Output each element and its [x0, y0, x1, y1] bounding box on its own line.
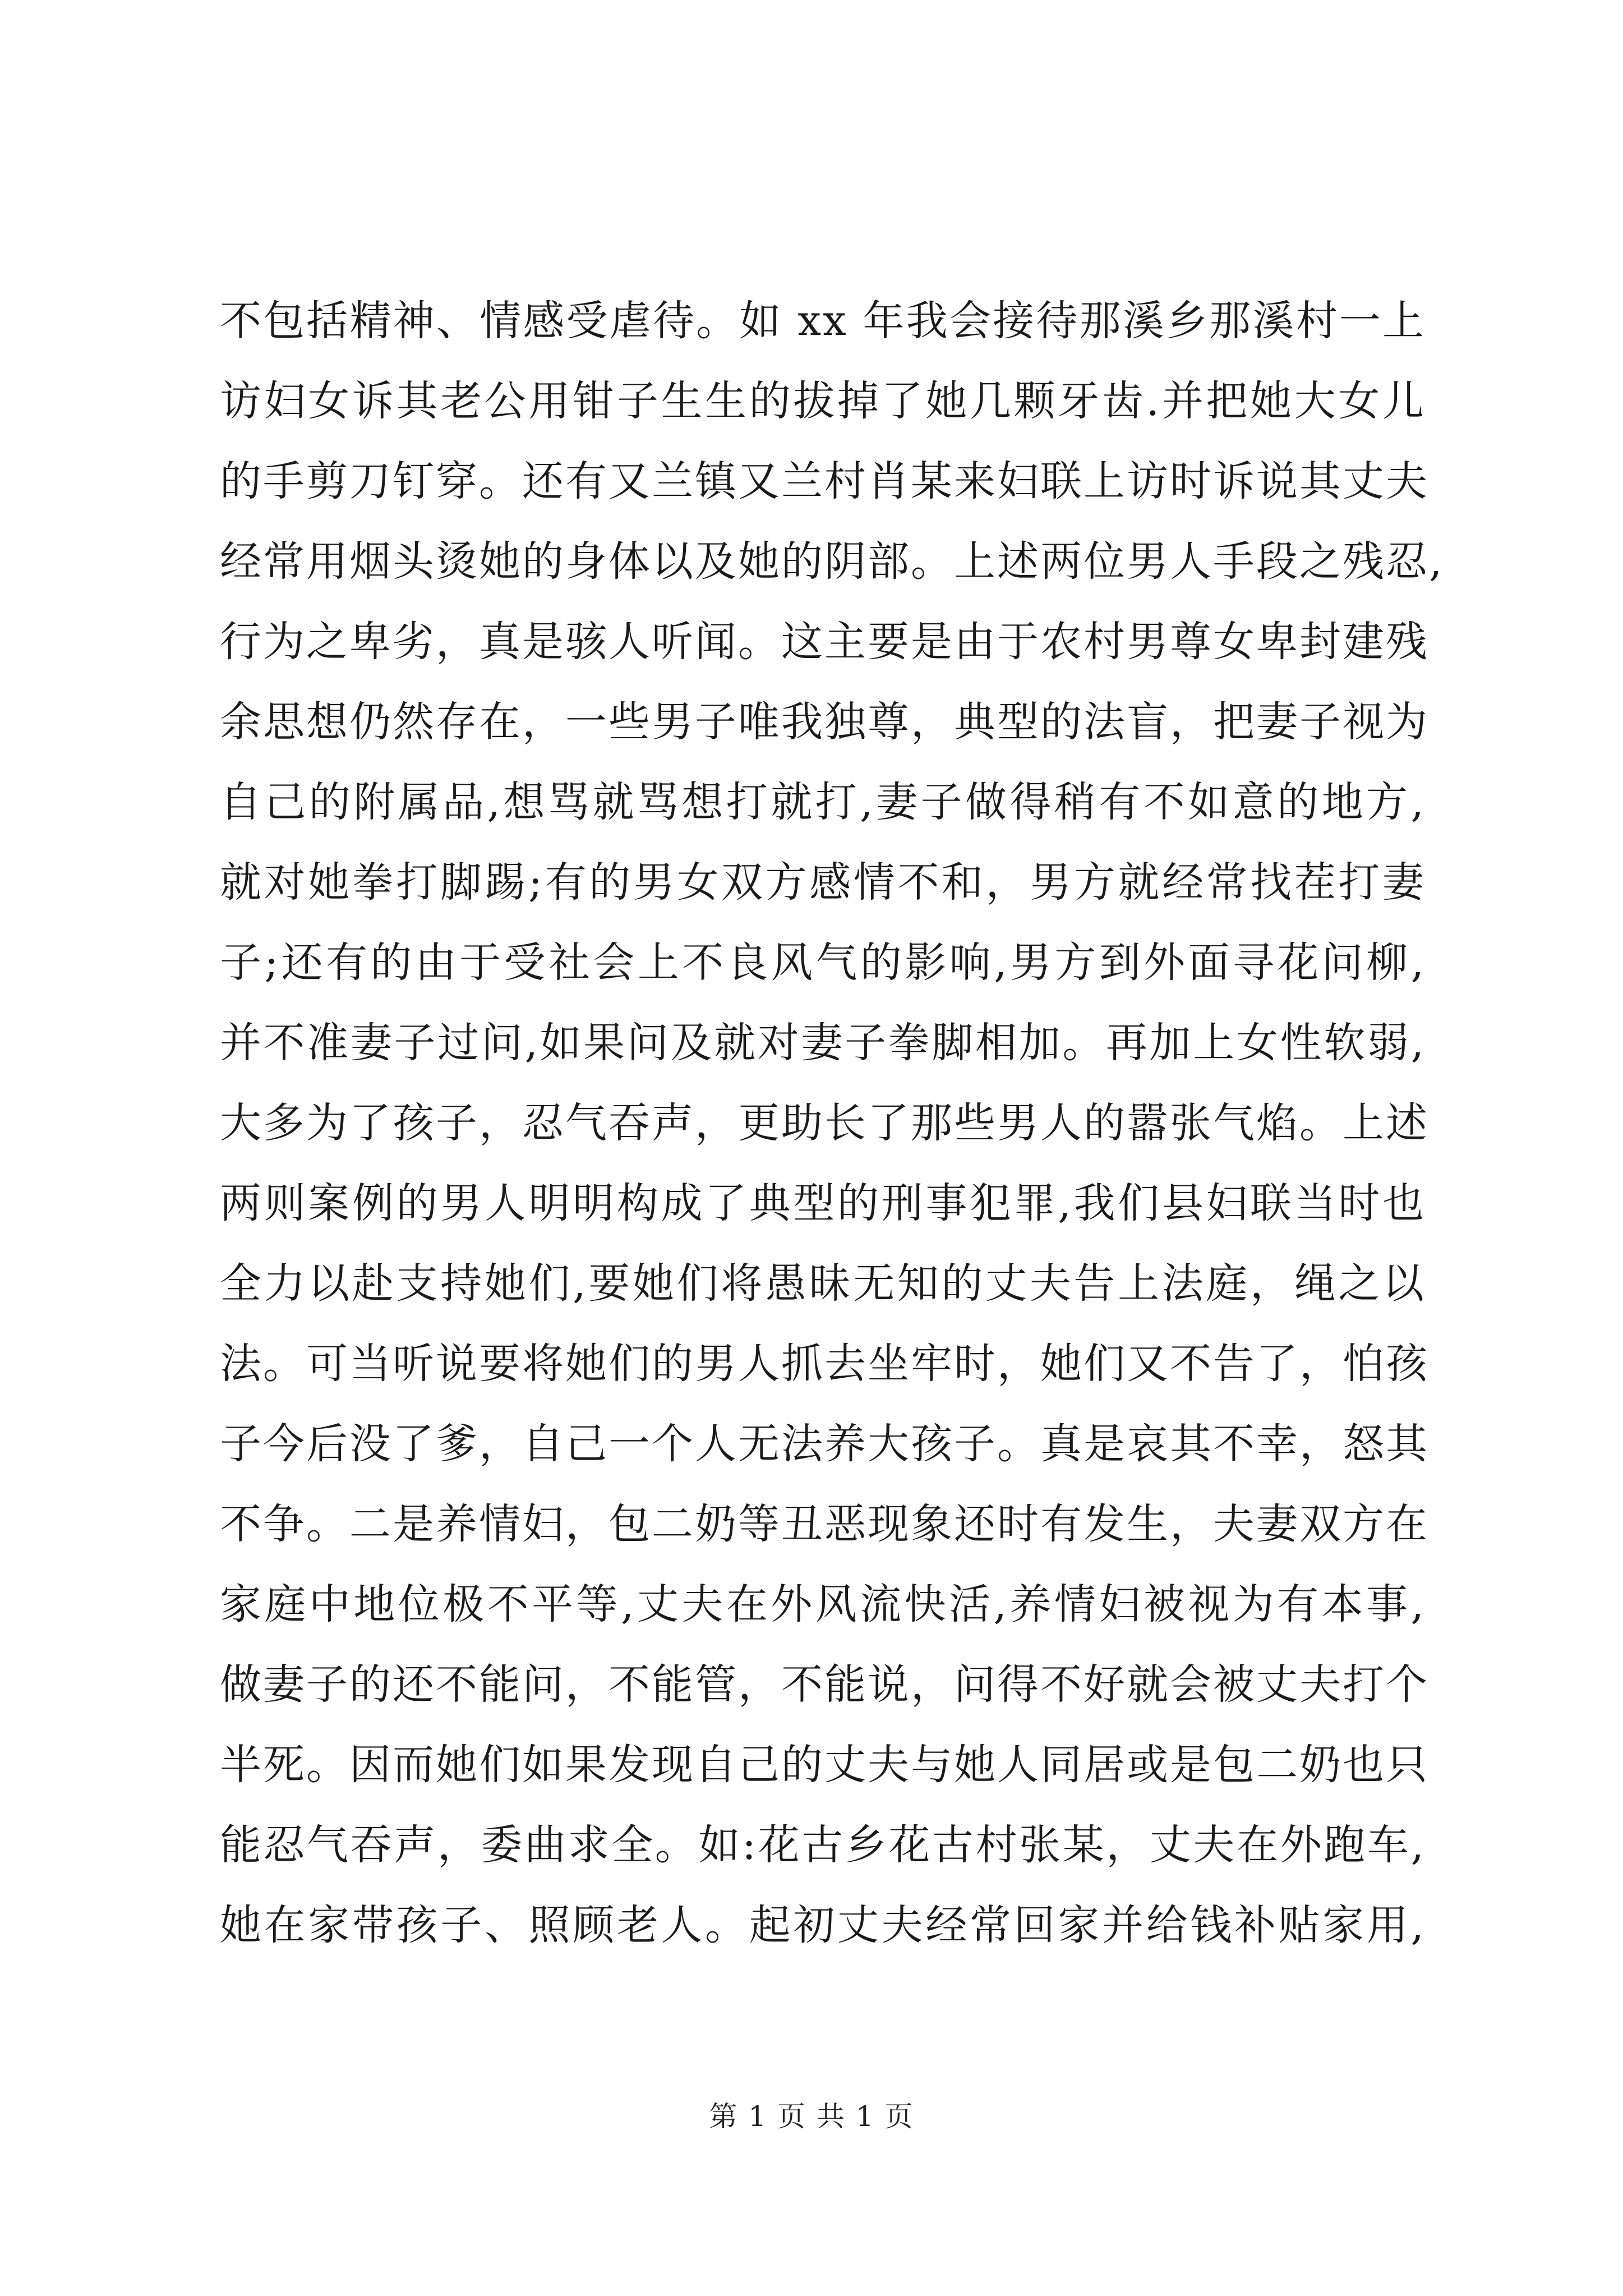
body-text — [220, 296, 1444, 1980]
text-line: 不包括精神、情感受虐待。如 xx 年我会接待那溪乡那溪村一上 — [220, 297, 1426, 345]
text-line: 两则案例的男人明明构成了典型的刑事犯罪,我们县妇联当时也 — [220, 1179, 1426, 1227]
text-line: 余思想仍然存在，一些男子唯我独尊，典型的法盲，把妻子视为 — [220, 698, 1429, 746]
text-line: 并不准妻子过问,如果问及就对妻子拳脚相加。再加上女性软弱, — [220, 1019, 1426, 1067]
text-line: 法。可当听说要将她们的男人抓去坐牢时，她们又不告了，怕孩 — [220, 1340, 1429, 1388]
text-line: 半死。因而她们如果发现自己的丈夫与她人同居或是包二奶也只 — [220, 1741, 1429, 1789]
text-line: 子;还有的由于受社会上不良风气的影响,男方到外面寻花问柳, — [220, 938, 1426, 987]
text-line: 能忍气吞声，委曲求全。如:花古乡花古村张某，丈夫在外跑车, — [220, 1821, 1426, 1869]
text-line: 做妻子的还不能问，不能管，不能说，问得不好就会被丈夫打个 — [220, 1660, 1429, 1709]
text-line: 经常用烟头烫她的身体以及她的阴部。上述两位男人手段之残忍, — [220, 537, 1444, 586]
text-line: 不争。二是养情妇，包二奶等丑恶现象还时有发生，夫妻双方在 — [220, 1500, 1429, 1548]
page-footer — [0, 2100, 1623, 2133]
text-line: 全力以赴支持她们,要她们将愚昧无知的丈夫告上法庭，绳之以 — [220, 1259, 1426, 1308]
text-line: 大多为了孩子，忍气吞声，更助长了那些男人的嚣张气焰。上述 — [220, 1099, 1429, 1147]
text-line: 的手剪刀钉穿。还有又兰镇又兰村肖某来妇联上访时诉说其丈夫 — [220, 457, 1429, 505]
text-line: 家庭中地位极不平等,丈夫在外风流快活,养情妇被视为有本事, — [220, 1580, 1426, 1628]
text-line: 就对她拳打脚踢;有的男女双方感情不和，男方就经常找茬打妻 — [220, 858, 1426, 907]
page-number: 第 1 页 共 1 页 — [709, 2100, 914, 2133]
text-line: 行为之卑劣，真是骇人听闻。这主要是由于农村男尊女卑封建残 — [220, 618, 1429, 666]
text-line: 访妇女诉其老公用钳子生生的拔掉了她几颗牙齿.并把她大女儿 — [220, 377, 1426, 425]
text-line: 子今后没了爹，自己一个人无法养大孩子。真是哀其不幸，怒其 — [220, 1420, 1429, 1468]
text-line: 她在家带孩子、照顾老人。起初丈夫经常回家并给钱补贴家用, — [220, 1901, 1426, 1949]
text-line: 自己的附属品,想骂就骂想打就打,妻子做得稍有不如意的地方, — [220, 778, 1426, 826]
